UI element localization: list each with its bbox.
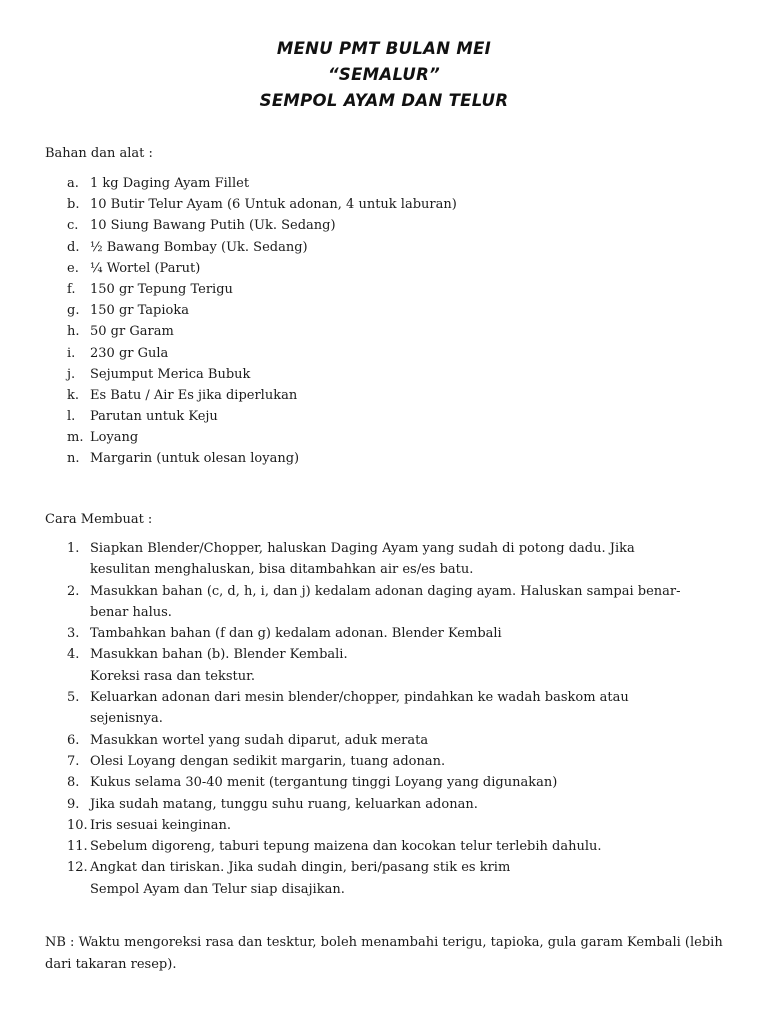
step-text: Angkat dan tiriskan. Jika sudah dingin, beri/pasang stik es krim Sempol Ayam dan Telur siap disajikan. xyxy=(90,860,511,897)
item-text: 1 kg Daging Ayam Fillet xyxy=(90,176,250,191)
list-item xyxy=(45,448,725,469)
item-marker: f. xyxy=(67,281,76,297)
step-text: Jika sudah matang, tunggu suhu ruang, keluarkan adonan. xyxy=(90,796,478,812)
item-text: 230 gr Gula xyxy=(90,345,169,361)
item-marker: e. xyxy=(67,260,79,276)
step-item xyxy=(45,836,725,857)
item-marker: b. xyxy=(67,197,80,213)
step-text: Keluarkan adonan dari mesin blender/chopper, pindahkan ke wadah baskom atau sejenisnya. xyxy=(90,690,629,727)
item-text: 150 gr Tapioka xyxy=(90,303,189,319)
title-subtitle: SEMPOL AYAM DAN TELUR xyxy=(259,91,509,110)
ingredients-list xyxy=(45,173,725,470)
item-marker: g. xyxy=(67,303,80,319)
list-item xyxy=(45,343,725,364)
step-text: Kukus selama 30-40 menit (tergantung tinggi Loyang yang digunakan) xyxy=(90,775,558,791)
step-item xyxy=(45,815,725,836)
list-item xyxy=(45,321,725,342)
item-marker: l. xyxy=(67,409,76,425)
item-text: Sejumput Merica Bubuk xyxy=(90,366,251,382)
step-number: 6. xyxy=(67,732,80,748)
list-item xyxy=(45,279,725,300)
list-item xyxy=(45,258,725,279)
title-block xyxy=(0,36,768,114)
list-item xyxy=(45,427,725,448)
step-text: Siapkan Blender/Chopper, haluskan Daging Ayam yang sudah di potong dadu. Jika kesulitan menghaluskan, bisa ditambahkan air es/es batu. xyxy=(90,541,635,578)
item-text: Margarin (untuk olesan loyang) xyxy=(90,451,300,467)
step-number: 1. xyxy=(67,541,80,556)
ingredients-heading: Bahan dan alat : xyxy=(45,146,153,161)
step-item xyxy=(45,644,725,687)
list-item xyxy=(45,406,725,427)
step-number: 8. xyxy=(67,775,80,791)
step-item xyxy=(45,538,725,581)
list-item xyxy=(45,194,725,215)
step-text: Masukkan wortel yang sudah diparut, aduk merata xyxy=(90,732,429,748)
step-text: Olesi Loyang dengan sedikit margarin, tuang adonan. xyxy=(90,753,446,769)
item-text: 10 Siung Bawang Putih (Uk. Sedang) xyxy=(90,218,336,234)
title-product-name: “SEMALUR” xyxy=(327,65,440,84)
step-text: Iris sesuai keinginan. xyxy=(90,817,231,833)
step-item xyxy=(45,687,725,730)
item-text: Parutan untuk Keju xyxy=(90,409,218,425)
item-text: 50 gr Garam xyxy=(90,324,174,340)
item-marker: k. xyxy=(67,387,80,403)
step-item xyxy=(45,581,725,624)
item-marker: h. xyxy=(67,324,80,340)
item-marker: n. xyxy=(67,451,80,467)
item-text: 10 Butir Telur Ayam (6 Untuk adonan, 4 untuk laburan) xyxy=(90,197,457,213)
step-number: 9. xyxy=(67,796,80,812)
item-marker: a. xyxy=(67,176,79,191)
item-text: Loyang xyxy=(90,430,139,446)
item-text: ¼ Wortel (Parut) xyxy=(90,260,201,276)
item-text: ½ Bawang Bombay (Uk. Sedang) xyxy=(90,239,308,255)
item-marker: j. xyxy=(67,366,76,382)
steps-list xyxy=(45,538,725,900)
step-number: 12. xyxy=(67,860,88,876)
step-number: 11. xyxy=(67,839,88,855)
step-item xyxy=(45,772,725,793)
list-item xyxy=(45,364,725,385)
list-item xyxy=(45,385,725,406)
step-number: 5. xyxy=(67,690,80,706)
item-text: Es Batu / Air Es jika diperlukan xyxy=(90,387,298,403)
item-marker: i. xyxy=(67,345,76,361)
steps-heading: Cara Membuat : xyxy=(45,512,153,527)
step-text: Tambahkan bahan (f dan g) kedalam adonan. Blender Kembali xyxy=(90,626,502,642)
item-marker: m. xyxy=(67,430,84,446)
step-item xyxy=(45,623,725,644)
note-paragraph: NB : Waktu mengoreksi rasa dan tesktur, boleh menambahi terigu, tapioka, gula garam Kembali (lebih dari takaran resep). xyxy=(45,935,723,972)
step-text: Masukkan bahan (c, d, h, i, dan j) kedalam adonan daging ayam. Haluskan sampai benar- benar halus. xyxy=(90,583,681,620)
list-item xyxy=(45,237,725,258)
list-item xyxy=(45,300,725,321)
step-number: 4. xyxy=(67,647,80,663)
item-marker: c. xyxy=(67,218,79,234)
step-number: 2. xyxy=(67,583,80,599)
step-text: Masukkan bahan (b). Blender Kembali. Koreksi rasa dan tekstur. xyxy=(90,647,348,684)
step-text: Sebelum digoreng, taburi tepung maizena dan kocokan telur terlebih dahulu. xyxy=(90,839,602,855)
item-text: 150 gr Tepung Terigu xyxy=(90,281,233,297)
step-number: 10. xyxy=(67,817,88,833)
step-item xyxy=(45,794,725,815)
step-item xyxy=(45,751,725,772)
step-item xyxy=(45,730,725,751)
step-number: 7. xyxy=(67,753,80,769)
item-marker: d. xyxy=(67,239,80,255)
list-item xyxy=(45,215,725,236)
step-number: 3. xyxy=(67,626,80,642)
step-item xyxy=(45,857,725,900)
title-menu: MENU PMT BULAN MEI xyxy=(276,39,492,58)
list-item xyxy=(45,173,725,194)
